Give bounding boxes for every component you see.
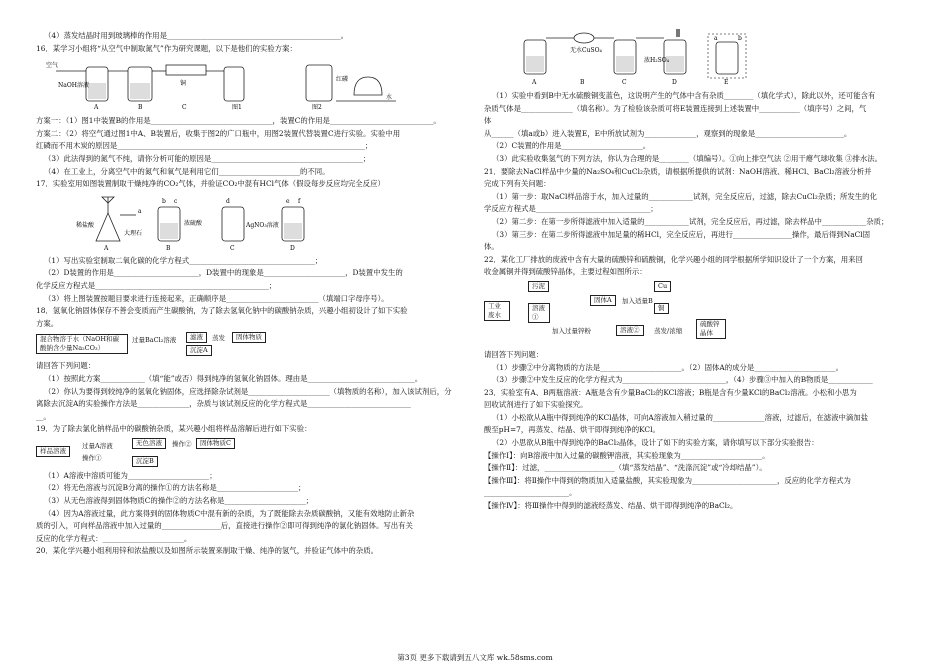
q19-part-4: （4）因为A溶液过量，此方案得到的固体物质C中混有新的杂质，为了既能除去杂质碳酸钠，又能有效地防止新杂 — [44, 508, 415, 518]
q17-label-c: C — [230, 244, 235, 252]
q20-part-1d: 从______（填a或b）进入装置E，E中所放试剂为______________，观察到的现象是________________________。 — [484, 128, 852, 138]
q20-label-a: A — [532, 79, 537, 86]
q16-label-copper: 铜 — [180, 80, 187, 88]
q21-stem-b: 完成下列有关问题： — [484, 179, 551, 189]
q18-box-precipitate: 沉淀A — [186, 345, 212, 356]
q22-box-copper: 铜 — [654, 303, 669, 314]
q17-label-a: A — [104, 244, 109, 252]
q16-label-c: C — [182, 104, 187, 112]
q17-label-b: B — [166, 244, 171, 252]
q22-part-3: （3）步骤②中发生反应的化学方程式为____________________________，（4）步骤③中加入的B物质是____________ — [492, 375, 873, 385]
q16-label-b: B — [138, 104, 143, 112]
q16-label-phosphorus: 红磷 — [336, 76, 349, 84]
q18-part-1: （1）按照此方案____________（填“能”或否）得到纯净的氢氧化钠固体。理由是_____________________________。 — [44, 373, 423, 383]
q17-port-c: c — [174, 197, 178, 205]
figure-q16 — [36, 57, 466, 113]
q20-port-b: b — [738, 35, 742, 42]
q20-label-h2so4: 浓H₂SO₄ — [644, 57, 670, 64]
q22-box-sludge: 污泥 — [528, 281, 549, 292]
q18-stem-b: 方案。 — [36, 318, 59, 328]
q20-apparatus-diagram — [484, 26, 916, 88]
q20-label-e: E — [724, 79, 729, 86]
q17-port-f: f — [298, 197, 301, 205]
q19-part-1: （1）A溶液中溶质可能为______________________； — [44, 470, 217, 480]
q19-step-a: 过量A溶液 — [82, 441, 113, 450]
q18-part-2: （2）你认为要得到较纯净的氢氧化钠固体，应选择除杂试剂是______________________（填物质的名称），加入该试剂后，分 — [44, 386, 452, 396]
q21-part-3b: 体。 — [484, 242, 499, 252]
q22-box-solution2: 溶液② — [616, 325, 644, 336]
q18-step-bacl2: 过量BaCl₂溶液 — [132, 336, 177, 345]
q17-label-d: D — [290, 244, 295, 252]
q17-port-e: e — [286, 197, 290, 205]
q16-part-2b: 红磷而不用木炭的原因是___________________________________________________________________； — [36, 141, 373, 151]
q19-box-solid-c: 固体物质C — [196, 438, 235, 449]
q22-box-solid-a: 固体A — [590, 295, 616, 306]
q19-part-4c: 反应的化学方程式：______________________。 — [36, 533, 192, 543]
q17-label-agno3: AgNO₃溶液 — [246, 221, 279, 229]
q19-box-sample: 样品溶液 — [36, 446, 70, 457]
q22-box-wastewater: 工业废水 — [484, 301, 510, 321]
figure-q20 — [484, 26, 916, 88]
q16-label-naoh: NaOH溶液 — [58, 82, 89, 90]
q21-stem: 21．要除去NaCl样品中少量的Na₂SO₄和CuCl₂杂质，请根据所提供的试剂：NaOH溶液、稀HCl、BaCl₂溶液分析并 — [484, 166, 872, 176]
q20-label-cuso4: 无水CuSO₄ — [570, 47, 602, 54]
q17-port-a: a — [138, 207, 142, 215]
q22-prompt: 请回答下列问题： — [484, 349, 544, 359]
q16-label-water: 水 — [386, 94, 393, 102]
q19-part-4b: 质的引入，可向样品溶液中加入过量的________________后，直接进行操作②即可得到纯净的氯化钠固体。写出有关 — [36, 521, 413, 531]
q19-stem: 19．为了除去氯化钠样品中的碳酸钠杂质，某兴趣小组将样品溶解后进行如下实验： — [36, 424, 312, 434]
q20-label-b: B — [580, 79, 585, 86]
q17-part-2: （2）D装置的作用是_______________________，D装置中的现象是______________________，D装置中发生的 — [44, 268, 403, 278]
right-column — [484, 30, 916, 513]
q22-stem: 22．某化工厂排放的废液中含有大量的硫酸锌和硫酸铜，化学兴趣小组的同学根据所学知识设计了一个方案，用来回 — [484, 254, 863, 264]
q23-stem: 23．实验室有A、B两瓶溶液：A瓶是含有少量BaCl₂的KCl溶液；B瓶是含有少量KCl的BaCl₂溶液。小松和小思为 — [484, 387, 857, 397]
q23-op3: 【操作Ⅲ】：将Ⅱ操作中得到的物质加入适量盐酸，其实验现象为_______________________，反应的化学方程式为 — [484, 475, 851, 485]
q20-label-d: D — [672, 79, 677, 86]
q17-label-acid: 稀盐酸 — [76, 221, 95, 229]
q22-step-evaporate: 蒸发/浓缩 — [654, 326, 683, 335]
q16-label-fig2: 图2 — [312, 104, 322, 112]
page-footer: 第3页 更多下载请到五八文库 wk.58sms.com — [397, 653, 553, 662]
q19-step-op1: 操作① — [82, 453, 102, 462]
q17-part-1: （1）写出实验室制取二氧化碳的化学方程式__________________________________； — [44, 255, 323, 265]
q20-part-3: （3）此实验收集氢气的下列方法，你认为合理的是________（填编号）。①向上排空气法 ②用干瘪气球收集 ③排水法。 — [492, 153, 883, 163]
q20-part-1: （1）实验中看到B中无水硫酸铜变蓝色，这说明产生的气体中含有杂质________（填化学式），除此以外，还可能含有 — [492, 91, 876, 100]
q17-part-3: （3）将上图装置按题目要求进行连接起来，正确顺序是_________________________（填端口字母序号）。 — [44, 293, 389, 303]
q23-op4: 【操作Ⅳ】：将Ⅲ操作中得到的滤液经蒸发、结晶、烘干即得到纯净的BaCl₂。 — [484, 501, 738, 511]
q23-op2: 【操作Ⅱ】：过滤，___________________（填“蒸发结晶”、“洗涤沉淀”或“冷却结晶”）。 — [484, 463, 767, 473]
q18-box-filtrate: 滤液 — [186, 332, 207, 343]
q23-part-1b: 酸至pH=7，再蒸发、结晶、烘干即得到纯净的KCl。 — [484, 425, 660, 435]
q16-stem: 16．某学习小组将“从空气中制取氮气”作为研究课题，以下是他们的实验方案： — [36, 43, 297, 53]
q17-port-b: b — [162, 197, 166, 205]
q19-part-3: （3）从无色溶液得到固体物质C的操作②的方法名称是______________________； — [44, 496, 314, 506]
q20-port-a: a — [714, 35, 718, 42]
q18-box-mixture: 混合物溶于水（NaOH和碳酸钠含少量Na₂CO₃） — [36, 334, 128, 354]
q17-stem: 17．实验室用如图装置制取干燥纯净的CO₂气体，并验证CO₂中混有HCl气体（假设每步反应均完全反应） — [36, 179, 385, 189]
q20-part-1b: 杂质气体是______________（填名称）。为了检验该杂质可将E装置连接到上述装置中___________（填序号）之间，气 — [484, 103, 867, 113]
q16-part-2: 方案二：（2）将空气通过图1中A、B装置后，收集于图2的广口瓶中，用图2装置代替装置C进行实验。实验中用 — [36, 128, 401, 138]
q22-step-zinc: 加入过量锌粉 — [552, 326, 591, 335]
q21-part-3: （3）第三步：在第二步所得滤液中加足量的稀HCl，完全反应后，再进行________________操作，最后得到NaCl固 — [492, 229, 871, 239]
q16-part-3: （3）此法得到的氮气不纯，请你分析可能的原因是_________________________________________； — [44, 153, 371, 163]
q20-part-2: （2）C装置的作用是______________________。 — [492, 141, 651, 151]
q22-box-crystal: 硫酸锌晶体 — [696, 319, 726, 339]
q18-step-evaporate: 蒸发 — [212, 334, 225, 343]
q17-label-h2so4: 浓硫酸 — [184, 219, 203, 227]
q16-part-1: 方案一：（1）图1中装置B的作用是_________________________________，装置C的作用是____________________________。 — [36, 116, 441, 126]
q18-stem: 18．氢氧化钠固体保存不善会变质而产生碳酸钠，为了除去氢氧化钠中的碳酸钠杂质，兴趣小组初设计了如下实验 — [36, 306, 408, 316]
left-column — [36, 30, 466, 558]
q16-label-fig1: 图1 — [232, 104, 242, 112]
q19-box-solution: 无色溶液 — [132, 438, 166, 449]
q17-port-d: d — [226, 197, 230, 205]
q18-prompt: 请回答下列问题： — [36, 361, 96, 371]
figure-q18-flow — [36, 332, 466, 358]
q18-part-2b: 离除去沉淀A的实验操作方法是______________，杂质与该试剂反应的化学方程式是____________________________ — [36, 399, 411, 409]
q16-part-4: （4）在工业上，分离空气中的氮气和氧气是利用它们______________________的不同。 — [44, 166, 330, 176]
q15-line-4: （4）蒸发结晶时用到玻璃棒的作用是_______________________________________________。 — [44, 31, 349, 40]
q22-part-1: （1）步骤②中分离物质的方法是______________________。（2）固体A的成分是______________________。 — [492, 362, 844, 372]
q19-step-op2: 操作② — [172, 439, 192, 448]
q17-apparatus-diagram — [36, 193, 466, 253]
q21-part-1b: 学反应方程式是_______________________________； — [484, 204, 658, 214]
q20-part-1c: 体 — [484, 116, 492, 126]
q23-part-1: （1）小松欲从A瓶中得到纯净的KCl晶体，可向A溶液加入稍过量的______________溶液，过滤后，在滤液中滴加盐 — [492, 412, 869, 422]
q22-step-b: 加入适量B — [622, 296, 653, 305]
q18-part-2c: __。 — [36, 411, 51, 421]
q23-stem-b: 回收试剂进行了如下实验探究。 — [484, 400, 588, 410]
q23-op3b: _______________________。 — [484, 488, 577, 498]
q18-box-solid: 固体物质 — [232, 332, 266, 343]
q17-label-marble: 大理石 — [124, 229, 143, 237]
q19-part-2: （2）将无色溶液与沉淀B分离的操作①的方法名称是______________________； — [44, 483, 306, 493]
q22-box-solution1: 溶液① — [528, 303, 550, 323]
q19-box-precip-b: 沉淀B — [132, 456, 158, 467]
q21-part-2: （2）第二步：在第一步所得滤液中加入适量的____________试剂，完全反应后，再过滤，除去样品中____________杂质； — [492, 216, 889, 226]
q17-part-2b: 化学反应方程式是_______________________________________________； — [36, 280, 277, 290]
q20-stem: 20．某化学兴趣小组利用锌和浓盐酸以及如图所示装置来制取干燥、纯净的氢气，并验证气体中的杂质。 — [36, 546, 378, 556]
q16-label-a: A — [94, 104, 99, 112]
q20-label-c: C — [622, 79, 627, 86]
figure-q17 — [36, 193, 466, 253]
q22-box-cu: Cu — [654, 281, 671, 292]
q23-op1: 【操作Ⅰ】：向B溶液中加入过量的碳酸钾溶液，其实验现象为______________________。 — [484, 450, 770, 460]
q16-label-air: 空气 — [46, 62, 59, 70]
q21-part-1: （1）第一步：取NaCl样品溶于水，加入过量的____________试剂，完全反应后，过滤，除去CuCl₂杂质；所发生的化 — [492, 191, 877, 201]
q22-stem-b: 收金属铜并得到硫酸锌晶体，主要过程如图所示： — [484, 267, 647, 277]
figure-q22-flow — [484, 281, 916, 347]
q16-apparatus-diagram — [36, 57, 466, 113]
q23-part-2: （2）小思欲从B瓶中得到纯净的BaCl₂晶体，设计了如下的实验方案，请你填写以下部分实验报告： — [492, 438, 819, 448]
figure-q19-flow — [36, 438, 466, 468]
